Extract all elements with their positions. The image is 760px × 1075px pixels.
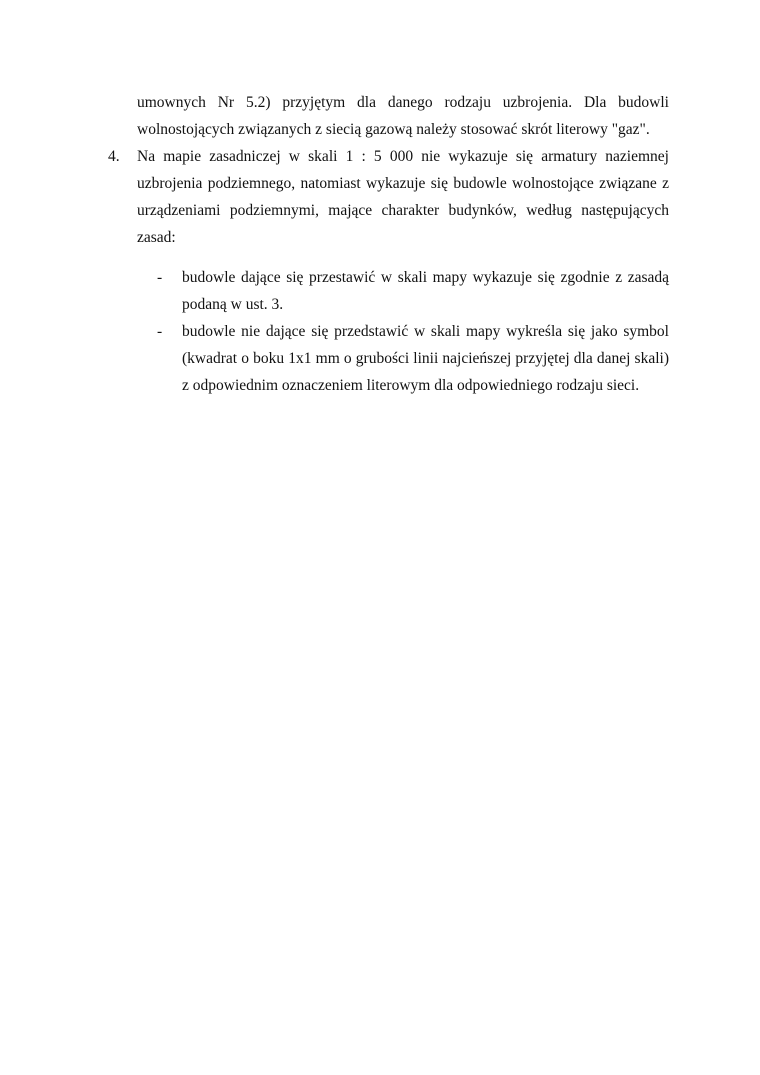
continuation-line-1: umownych Nr 5.2) przyjętym dla danego rodzaju uzbrojenia. Dla budowli (137, 94, 669, 111)
bullet-list (157, 264, 669, 399)
bullet-text: budowle dające się przestawić w skali mapy wykazuje się zgodnie z zasadą podaną w ust. 3. (182, 269, 669, 313)
bullet-marker: - (157, 323, 163, 340)
continuation-paragraph (137, 89, 669, 143)
bullet-item-2 (157, 318, 669, 399)
bullet-marker: - (157, 269, 163, 286)
bullet-item-1 (157, 264, 669, 318)
list-item-number: 4. (108, 148, 120, 165)
list-item-text: Na mapie zasadniczej w skali 1 : 5 000 nie wykazuje się armatury naziemnej uzbrojenia podziemnego, natomiast wykazuje się budowle wolnostojące związane z urządzeniami podziemnymi, mające charakter budynków, według następujących zasad: (137, 148, 669, 246)
bullet-text: budowle nie dające się przedstawić w skali mapy wykreśla się jako symbol (kwadrat o boku 1x1 mm o grubości linii najcieńszej przyjętej dla danej skali) z odpowiednim oznaczeniem literowym dla odpowiedniego rodzaju sieci. (182, 323, 669, 394)
list-item-4 (108, 143, 669, 251)
continuation-line-2: wolnostojących związanych z siecią gazową należy stosować skrót literowy "gaz". (137, 121, 650, 138)
